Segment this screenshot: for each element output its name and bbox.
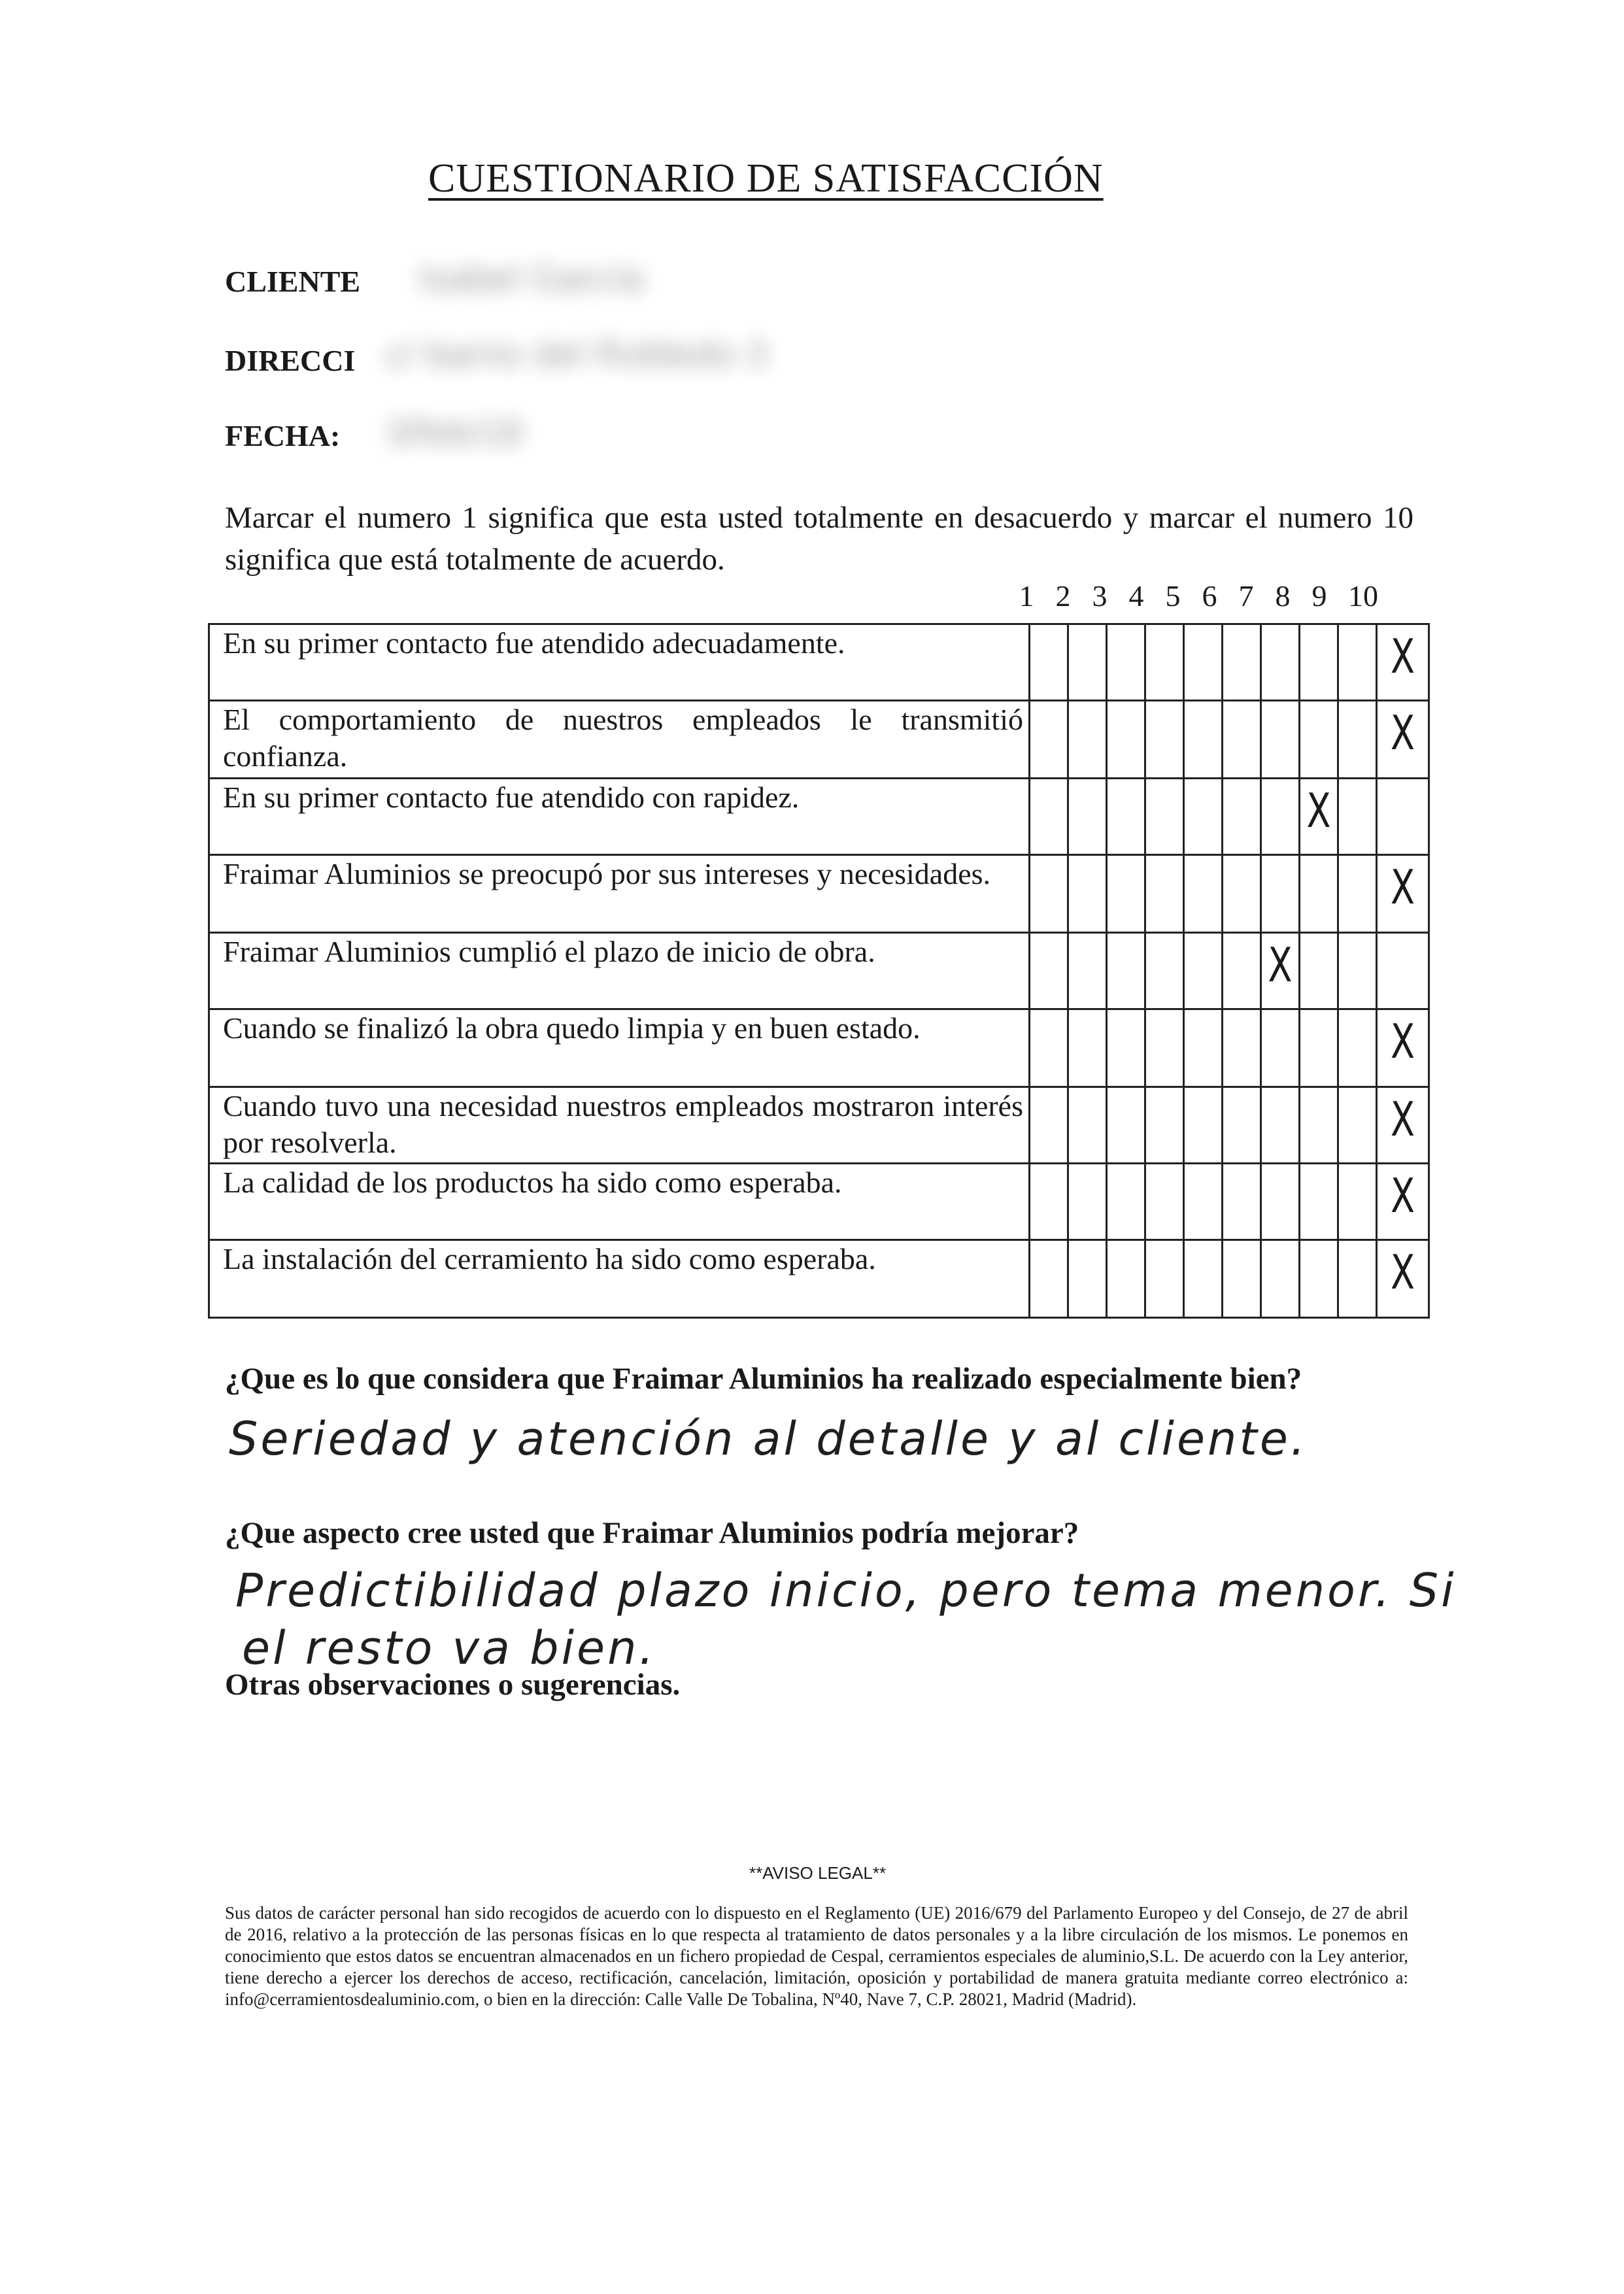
score-cell-8[interactable] [1300, 855, 1338, 933]
score-cell-9[interactable] [1338, 933, 1377, 1009]
question-row [209, 624, 1429, 701]
score-cell-2[interactable] [1068, 855, 1107, 933]
question-text: En su primer contacto fue atendido adecuadamente. [209, 624, 1030, 701]
scale-number-9: 9 [1311, 579, 1327, 613]
score-cell-10[interactable] [1377, 624, 1429, 701]
score-cell-2[interactable] [1068, 1087, 1107, 1164]
question-row [209, 1009, 1429, 1087]
direccion-label: DIRECCI [225, 344, 356, 377]
score-cell-9[interactable] [1338, 779, 1377, 855]
score-cell-10[interactable] [1377, 855, 1429, 933]
fecha-value: 3/feb/18 [386, 411, 523, 454]
score-cell-5[interactable] [1184, 624, 1223, 701]
score-cell-5[interactable] [1184, 1164, 1223, 1240]
score-cell-3[interactable] [1107, 779, 1145, 855]
score-cell-5[interactable] [1184, 779, 1223, 855]
cliente-value: Isabel García [418, 257, 644, 299]
score-cell-1[interactable] [1030, 1240, 1068, 1318]
score-cell-9[interactable] [1338, 1087, 1377, 1164]
scale-number-5: 5 [1165, 579, 1181, 613]
score-cell-7[interactable] [1261, 1240, 1300, 1318]
question-text: Fraimar Aluminios cumplió el plazo de inicio de obra. [209, 933, 1030, 1009]
score-cell-10[interactable] [1377, 1164, 1429, 1240]
question-row [209, 1164, 1429, 1240]
scale-number-7: 7 [1238, 579, 1254, 613]
score-cell-1[interactable] [1030, 779, 1068, 855]
score-cell-3[interactable] [1107, 1087, 1145, 1164]
score-cell-6[interactable] [1223, 1009, 1261, 1087]
score-cell-7[interactable] [1261, 933, 1300, 1009]
score-cell-5[interactable] [1184, 933, 1223, 1009]
scale-number-2: 2 [1055, 579, 1071, 613]
score-cell-5[interactable] [1184, 1009, 1223, 1087]
score-cell-10[interactable] [1377, 1087, 1429, 1164]
section1-question: ¿Que es lo que considera que Fraimar Aluminios ha realizado especialmente bien? [225, 1362, 1302, 1396]
score-mark: X [1390, 705, 1415, 760]
score-cell-5[interactable] [1184, 855, 1223, 933]
question-text: La calidad de los productos ha sido como esperaba. [209, 1164, 1030, 1240]
score-cell-1[interactable] [1030, 933, 1068, 1009]
score-cell-4[interactable] [1145, 1164, 1184, 1240]
instructions-text: Marcar el numero 1 significa que esta usted totalmente en desacuerdo y marcar el numero 10 significa que está totalmente de acuerdo. [225, 501, 1413, 577]
question-row [209, 1240, 1429, 1318]
score-cell-6[interactable] [1223, 1164, 1261, 1240]
score-cell-4[interactable] [1145, 1009, 1184, 1087]
question-text: Cuando se finalizó la obra quedo limpia y en buen estado. [209, 1009, 1030, 1087]
score-cell-1[interactable] [1030, 1009, 1068, 1087]
question-row [209, 933, 1429, 1009]
score-cell-6[interactable] [1223, 779, 1261, 855]
scale-number-1: 1 [1019, 579, 1034, 613]
scale-number-4: 4 [1128, 579, 1144, 613]
score-cell-9[interactable] [1338, 1164, 1377, 1240]
score-cell-8[interactable] [1300, 624, 1338, 701]
score-cell-6[interactable] [1223, 624, 1261, 701]
score-cell-10[interactable] [1377, 779, 1429, 855]
score-cell-7[interactable] [1261, 624, 1300, 701]
scale-number-6: 6 [1202, 579, 1217, 613]
score-cell-7[interactable] [1261, 779, 1300, 855]
score-cell-10[interactable] [1377, 1009, 1429, 1087]
cliente-label: CLIENTE [225, 265, 361, 298]
score-cell-4[interactable] [1145, 855, 1184, 933]
section1-answer: Seriedad y atención al detalle y al cliente. [229, 1412, 1308, 1466]
score-cell-1[interactable] [1030, 624, 1068, 701]
fecha-label: FECHA: [225, 419, 341, 452]
score-cell-6[interactable] [1223, 933, 1261, 1009]
question-row [209, 779, 1429, 855]
score-cell-8[interactable] [1300, 1164, 1338, 1240]
legal-heading: **AVISO LEGAL** [749, 1863, 887, 1883]
score-cell-2[interactable] [1068, 779, 1107, 855]
score-cell-1[interactable] [1030, 855, 1068, 933]
question-row [209, 701, 1429, 779]
section3-question: Otras observaciones o sugerencias. [225, 1668, 681, 1702]
question-text: Cuando tuvo una necesidad nuestros empleados mostraron interés por resolverla. [209, 1087, 1030, 1164]
question-text: La instalación del cerramiento ha sido como esperaba. [209, 1240, 1030, 1318]
score-cell-1[interactable] [1030, 701, 1068, 779]
section2-answer-line1: Predictibilidad plazo inicio, pero tema menor. Si [235, 1564, 1457, 1617]
score-cell-1[interactable] [1030, 1164, 1068, 1240]
question-text: En su primer contacto fue atendido con rapidez. [209, 779, 1030, 855]
score-cell-5[interactable] [1184, 1240, 1223, 1318]
legal-text: Sus datos de carácter personal han sido recogidos de acuerdo con lo dispuesto en el Reglamento (UE) 2016/679 del Parlamento Europeo y del Consejo, de 27 de abril de 2016, relativo a la protección de las personas físicas en lo que respecta al tratamiento de datos personales y a la libre circulación de los mismos. Le ponemos en conocimiento que estos datos se encuentran almacenados en un fichero propiedad de Cespal, cerramientos especiales de aluminio,S.L. De acuerdo con la Ley anterior, tiene derecho a ejercer los derechos de acceso, rectificación, cancelación, limitación, oposición y portabilidad de manera gratuita mediante correo electrónico a: info@cerramientosdealuminio.com, o bien en la dirección: Calle Valle De Tobalina, Nº40, Nave 7, C.P. 28021, Madrid (Madrid). [225, 1903, 1408, 2009]
scale-number-10: 10 [1348, 579, 1378, 613]
score-mark: X [1268, 937, 1293, 992]
page-title: CUESTIONARIO DE SATISFACCIÓN [428, 156, 1104, 201]
score-cell-2[interactable] [1068, 1164, 1107, 1240]
score-cell-2[interactable] [1068, 624, 1107, 701]
score-mark: X [1390, 1092, 1415, 1147]
section2-question: ¿Que aspecto cree usted que Fraimar Aluminios podría mejorar? [225, 1516, 1079, 1550]
score-mark: X [1390, 1014, 1415, 1069]
score-cell-6[interactable] [1223, 1087, 1261, 1164]
question-text: Fraimar Aluminios se preocupó por sus intereses y necesidades. [209, 855, 1030, 933]
score-cell-4[interactable] [1145, 1240, 1184, 1318]
score-cell-6[interactable] [1223, 1240, 1261, 1318]
score-mark: X [1390, 629, 1415, 684]
score-cell-8[interactable] [1300, 933, 1338, 1009]
score-cell-3[interactable] [1107, 1009, 1145, 1087]
score-cell-2[interactable] [1068, 1009, 1107, 1087]
score-cell-3[interactable] [1107, 701, 1145, 779]
score-cell-9[interactable] [1338, 701, 1377, 779]
score-cell-7[interactable] [1261, 855, 1300, 933]
score-cell-5[interactable] [1184, 701, 1223, 779]
score-cell-10[interactable] [1377, 1240, 1429, 1318]
score-cell-9[interactable] [1338, 1009, 1377, 1087]
score-cell-3[interactable] [1107, 1240, 1145, 1318]
scale-number-3: 3 [1092, 579, 1108, 613]
score-cell-8[interactable] [1300, 1087, 1338, 1164]
score-cell-4[interactable] [1145, 701, 1184, 779]
score-cell-7[interactable] [1261, 1164, 1300, 1240]
score-cell-7[interactable] [1261, 1087, 1300, 1164]
score-cell-10[interactable] [1377, 933, 1429, 1009]
score-cell-3[interactable] [1107, 624, 1145, 701]
section2-answer-line2: el resto va bien. [242, 1621, 656, 1675]
score-cell-6[interactable] [1223, 701, 1261, 779]
score-mark: X [1390, 1245, 1415, 1300]
score-cell-9[interactable] [1338, 1240, 1377, 1318]
score-mark: X [1390, 1168, 1415, 1223]
score-cell-10[interactable] [1377, 701, 1429, 779]
score-cell-4[interactable] [1145, 1087, 1184, 1164]
score-cell-4[interactable] [1145, 933, 1184, 1009]
score-cell-8[interactable] [1300, 779, 1338, 855]
score-cell-7[interactable] [1261, 1009, 1300, 1087]
score-cell-8[interactable] [1300, 701, 1338, 779]
score-cell-5[interactable] [1184, 1087, 1223, 1164]
score-cell-1[interactable] [1030, 1087, 1068, 1164]
question-text: El comportamiento de nuestros empleados le transmitió confianza. [209, 701, 1030, 779]
score-scale-header [1007, 579, 1412, 618]
score-cell-4[interactable] [1145, 779, 1184, 855]
score-cell-7[interactable] [1261, 701, 1300, 779]
direccion-value: c/ barrio del Robledo 3 [386, 333, 768, 375]
score-cell-8[interactable] [1300, 1240, 1338, 1318]
score-cell-9[interactable] [1338, 624, 1377, 701]
score-cell-2[interactable] [1068, 1240, 1107, 1318]
score-cell-3[interactable] [1107, 1164, 1145, 1240]
score-cell-2[interactable] [1068, 933, 1107, 1009]
score-cell-3[interactable] [1107, 855, 1145, 933]
score-cell-8[interactable] [1300, 1009, 1338, 1087]
score-cell-6[interactable] [1223, 855, 1261, 933]
questions-table [208, 623, 1430, 1319]
score-cell-2[interactable] [1068, 701, 1107, 779]
score-mark: X [1390, 860, 1415, 915]
score-cell-4[interactable] [1145, 624, 1184, 701]
question-row [209, 1087, 1429, 1164]
score-cell-9[interactable] [1338, 855, 1377, 933]
scale-number-8: 8 [1275, 579, 1291, 613]
question-row [209, 855, 1429, 933]
score-mark: X [1306, 783, 1331, 838]
score-cell-3[interactable] [1107, 933, 1145, 1009]
